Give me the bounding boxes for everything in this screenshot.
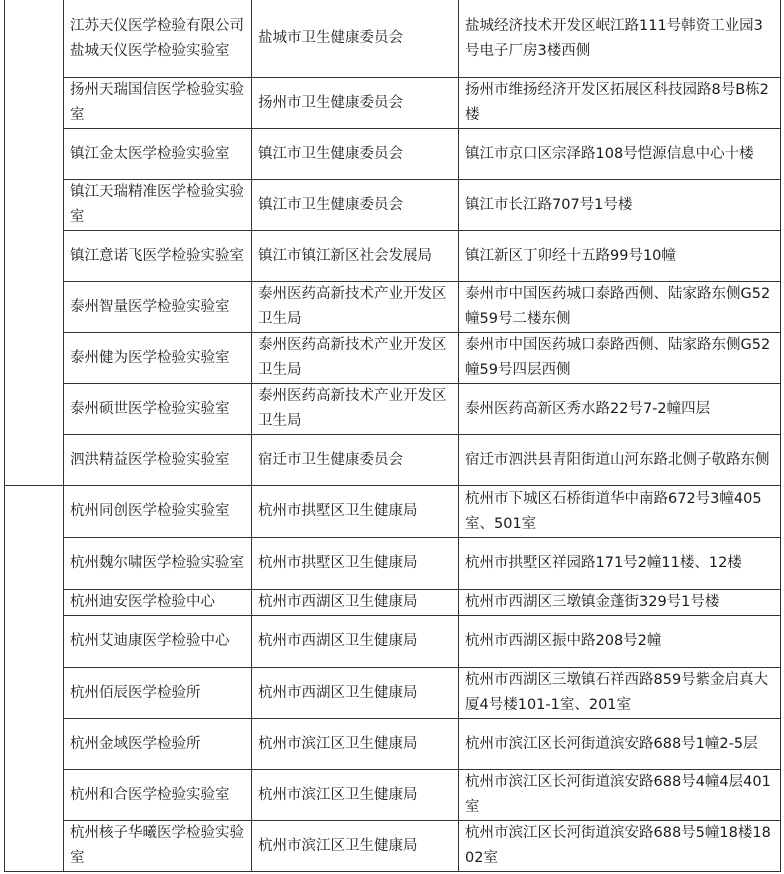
authority-cell: 杭州市滨江区卫生健康局 [252, 821, 459, 872]
lab-name-cell: 泗洪精益医学检验实验室 [64, 435, 252, 486]
table-row [5, 770, 781, 821]
lab-table [4, 0, 781, 872]
lab-name-cell: 杭州核子华曦医学检验实验室 [64, 821, 252, 872]
table-row [5, 435, 781, 486]
table-row [5, 538, 781, 590]
lab-name-cell: 江苏天仪医学检验有限公司盐城天仪医学检验实验室 [64, 0, 252, 78]
address-cell: 杭州市滨江区长河街道滨安路688号5幢18楼1802室 [459, 821, 781, 872]
address-cell: 杭州市西湖区三墩镇石祥西路859号紫金启真大厦4号楼101-1室、201室 [459, 668, 781, 719]
address-cell: 宿迁市泗洪县青阳街道山河东路北侧子敬路东侧 [459, 435, 781, 486]
province-cell [5, 0, 64, 486]
lab-name-cell: 杭州魏尔啸医学检验实验室 [64, 538, 252, 590]
address-cell: 镇江市长江路707号1号楼 [459, 180, 781, 231]
lab-name-cell: 杭州迪安医学检验中心 [64, 590, 252, 616]
table-row [5, 129, 781, 180]
lab-name-cell: 镇江金太医学检验实验室 [64, 129, 252, 180]
lab-table-body [5, 0, 781, 872]
table-row [5, 0, 781, 78]
table-row [5, 616, 781, 668]
lab-name-cell: 杭州和合医学检验实验室 [64, 770, 252, 821]
authority-cell: 泰州医药高新技术产业开发区卫生局 [252, 282, 459, 333]
table-row [5, 180, 781, 231]
authority-cell: 杭州市滨江区卫生健康局 [252, 719, 459, 770]
address-cell: 杭州市拱墅区祥园路171号2幢11楼、12楼 [459, 538, 781, 590]
table-row [5, 719, 781, 770]
address-cell: 泰州市中国医药城口泰路西侧、陆家路东侧G52幢59号二楼东侧 [459, 282, 781, 333]
address-cell: 杭州市西湖区振中路208号2幢 [459, 616, 781, 668]
authority-cell: 杭州市滨江区卫生健康局 [252, 770, 459, 821]
table-row [5, 282, 781, 333]
table-row [5, 384, 781, 435]
lab-name-cell: 杭州艾迪康医学检验中心 [64, 616, 252, 668]
table-row [5, 78, 781, 129]
lab-name-cell: 镇江意诺飞医学检验实验室 [64, 231, 252, 282]
address-cell: 杭州市滨江区长河街道滨安路688号4幢4层401室 [459, 770, 781, 821]
province-cell [5, 486, 64, 872]
lab-name-cell: 泰州智量医学检验实验室 [64, 282, 252, 333]
table-row [5, 590, 781, 616]
authority-cell: 杭州市西湖区卫生健康局 [252, 668, 459, 719]
table-row [5, 231, 781, 282]
lab-name-cell: 扬州天瑞国信医学检验实验室 [64, 78, 252, 129]
authority-cell: 杭州市西湖区卫生健康局 [252, 616, 459, 668]
lab-name-cell: 杭州金域医学检验所 [64, 719, 252, 770]
authority-cell: 镇江市卫生健康委员会 [252, 129, 459, 180]
lab-name-cell: 杭州佰辰医学检验所 [64, 668, 252, 719]
authority-cell: 盐城市卫生健康委员会 [252, 0, 459, 78]
address-cell: 镇江新区丁卯经十五路99号10幢 [459, 231, 781, 282]
address-cell: 杭州市下城区石桥街道华中南路672号3幢405室、501室 [459, 486, 781, 538]
authority-cell: 杭州市西湖区卫生健康局 [252, 590, 459, 616]
address-cell: 泰州市中国医药城口泰路西侧、陆家路东侧G52幢59号四层西侧 [459, 333, 781, 384]
table-row [5, 333, 781, 384]
lab-name-cell: 杭州同创医学检验实验室 [64, 486, 252, 538]
table-row [5, 486, 781, 538]
authority-cell: 杭州市拱墅区卫生健康局 [252, 538, 459, 590]
table-row [5, 821, 781, 872]
authority-cell: 泰州医药高新技术产业开发区卫生局 [252, 333, 459, 384]
address-cell: 扬州市维扬经济开发区拓展区科技园路8号B栋2楼 [459, 78, 781, 129]
address-cell: 杭州市西湖区三墩镇金蓬街329号1号楼 [459, 590, 781, 616]
table-row [5, 668, 781, 719]
authority-cell: 扬州市卫生健康委员会 [252, 78, 459, 129]
authority-cell: 镇江市镇江新区社会发展局 [252, 231, 459, 282]
lab-name-cell: 泰州硕世医学检验实验室 [64, 384, 252, 435]
lab-name-cell: 镇江天瑞精准医学检验实验室 [64, 180, 252, 231]
address-cell: 镇江市京口区宗泽路108号恺源信息中心十楼 [459, 129, 781, 180]
authority-cell: 宿迁市卫生健康委员会 [252, 435, 459, 486]
lab-name-cell: 泰州健为医学检验实验室 [64, 333, 252, 384]
address-cell: 杭州市滨江区长河街道滨安路688号1幢2-5层 [459, 719, 781, 770]
address-cell: 盐城经济技术开发区岷江路111号韩资工业园3号电子厂房3楼西侧 [459, 0, 781, 78]
authority-cell: 杭州市拱墅区卫生健康局 [252, 486, 459, 538]
authority-cell: 泰州医药高新技术产业开发区卫生局 [252, 384, 459, 435]
authority-cell: 镇江市卫生健康委员会 [252, 180, 459, 231]
address-cell: 泰州医药高新区秀水路22号7-2幢四层 [459, 384, 781, 435]
